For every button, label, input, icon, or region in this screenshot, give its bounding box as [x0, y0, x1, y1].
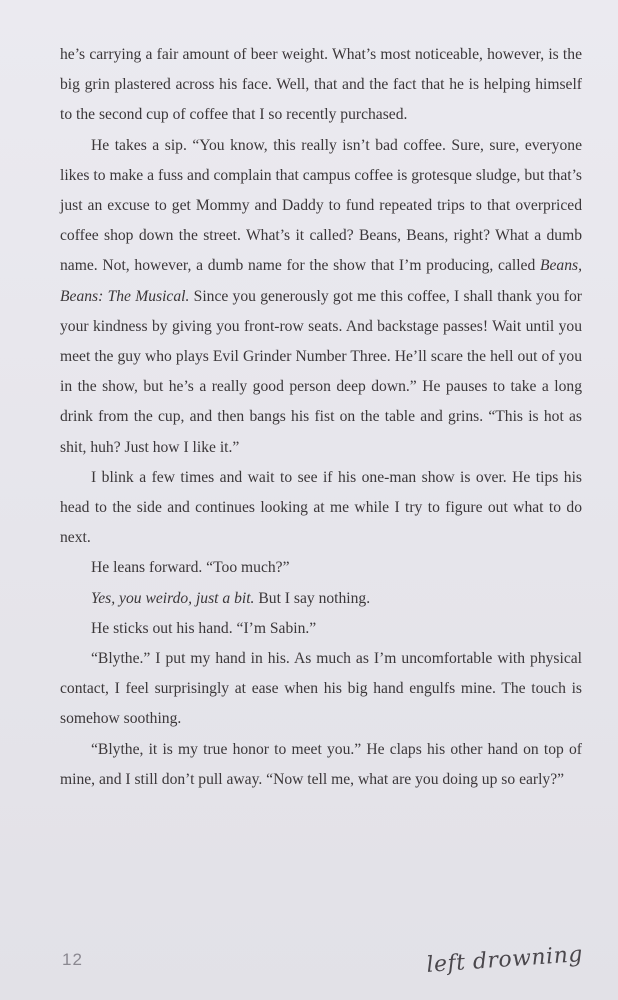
- running-title: left drowning: [425, 942, 584, 978]
- paragraph-text: he’s carrying a fair amount of beer weight. What’s most noticeable, however, is the big grin plastered across his face. Well, that and the fact that he is helping himself to the second cup of coffee that I so recently purchased.: [60, 46, 582, 124]
- paragraph-text: He sticks out his hand. “I’m Sabin.”: [91, 619, 317, 637]
- paragraph: [60, 735, 582, 795]
- paragraph-text: He takes a sip. “You know, this really isn’t bad coffee. Sure, sure, everyone likes to make a fuss and complain that campus coffee is grotesque sludge, but that’s just an excuse to get Mommy and Daddy to fund repeated trips to that overpriced coffee shop down the street. What’s it called? Beans, Beans, right? What a dumb name. Not, however, a dumb name for the show that I’m producing, called: [60, 136, 582, 275]
- paragraph-text: Since you generously got me this coffee, I shall thank you for your kindness by giving you front-row seats. And backstage passes! Wait until you meet the guy who plays Evil Grinder Number Three. He’ll scare the hell out of you in the show, but he’s a really good person deep down.” He pauses to take a long drink from the cup, and then bangs his fist on the table and grins. “This is hot as shit, huh? Just how I like it.”: [60, 287, 582, 456]
- paragraph: [60, 553, 582, 583]
- paragraph-text: But I say nothing.: [254, 589, 371, 607]
- paragraph: [60, 463, 582, 554]
- paragraph-text: “Blythe, it is my true honor to meet you.” He claps his other hand on top of mine, and I still don’t pull away. “Now tell me, what are you doing up so early?”: [60, 740, 582, 788]
- italic-text: Yes, you weirdo, just a bit.: [91, 589, 255, 607]
- page-number: 12: [62, 950, 83, 969]
- paragraph-text: He leans forward. “Too much?”: [91, 559, 290, 577]
- paragraph: [60, 40, 582, 131]
- paragraph-text: “Blythe.” I put my hand in his. As much as I’m uncomfortable with physical contact, I feel surprisingly at ease when his big hand engulfs mine. The touch is somehow soothing.: [60, 650, 582, 728]
- paragraph: [60, 131, 582, 463]
- paragraph: [60, 614, 582, 644]
- paragraph: [60, 644, 582, 735]
- paragraph-text: I blink a few times and wait to see if his one-man show is over. He tips his head to the side and continues looking at me while I try to figure out what to do next.: [60, 468, 582, 547]
- body-text: [60, 40, 582, 795]
- paragraph: [60, 584, 582, 614]
- italic-text: Beans, Beans: The Musical.: [60, 257, 582, 305]
